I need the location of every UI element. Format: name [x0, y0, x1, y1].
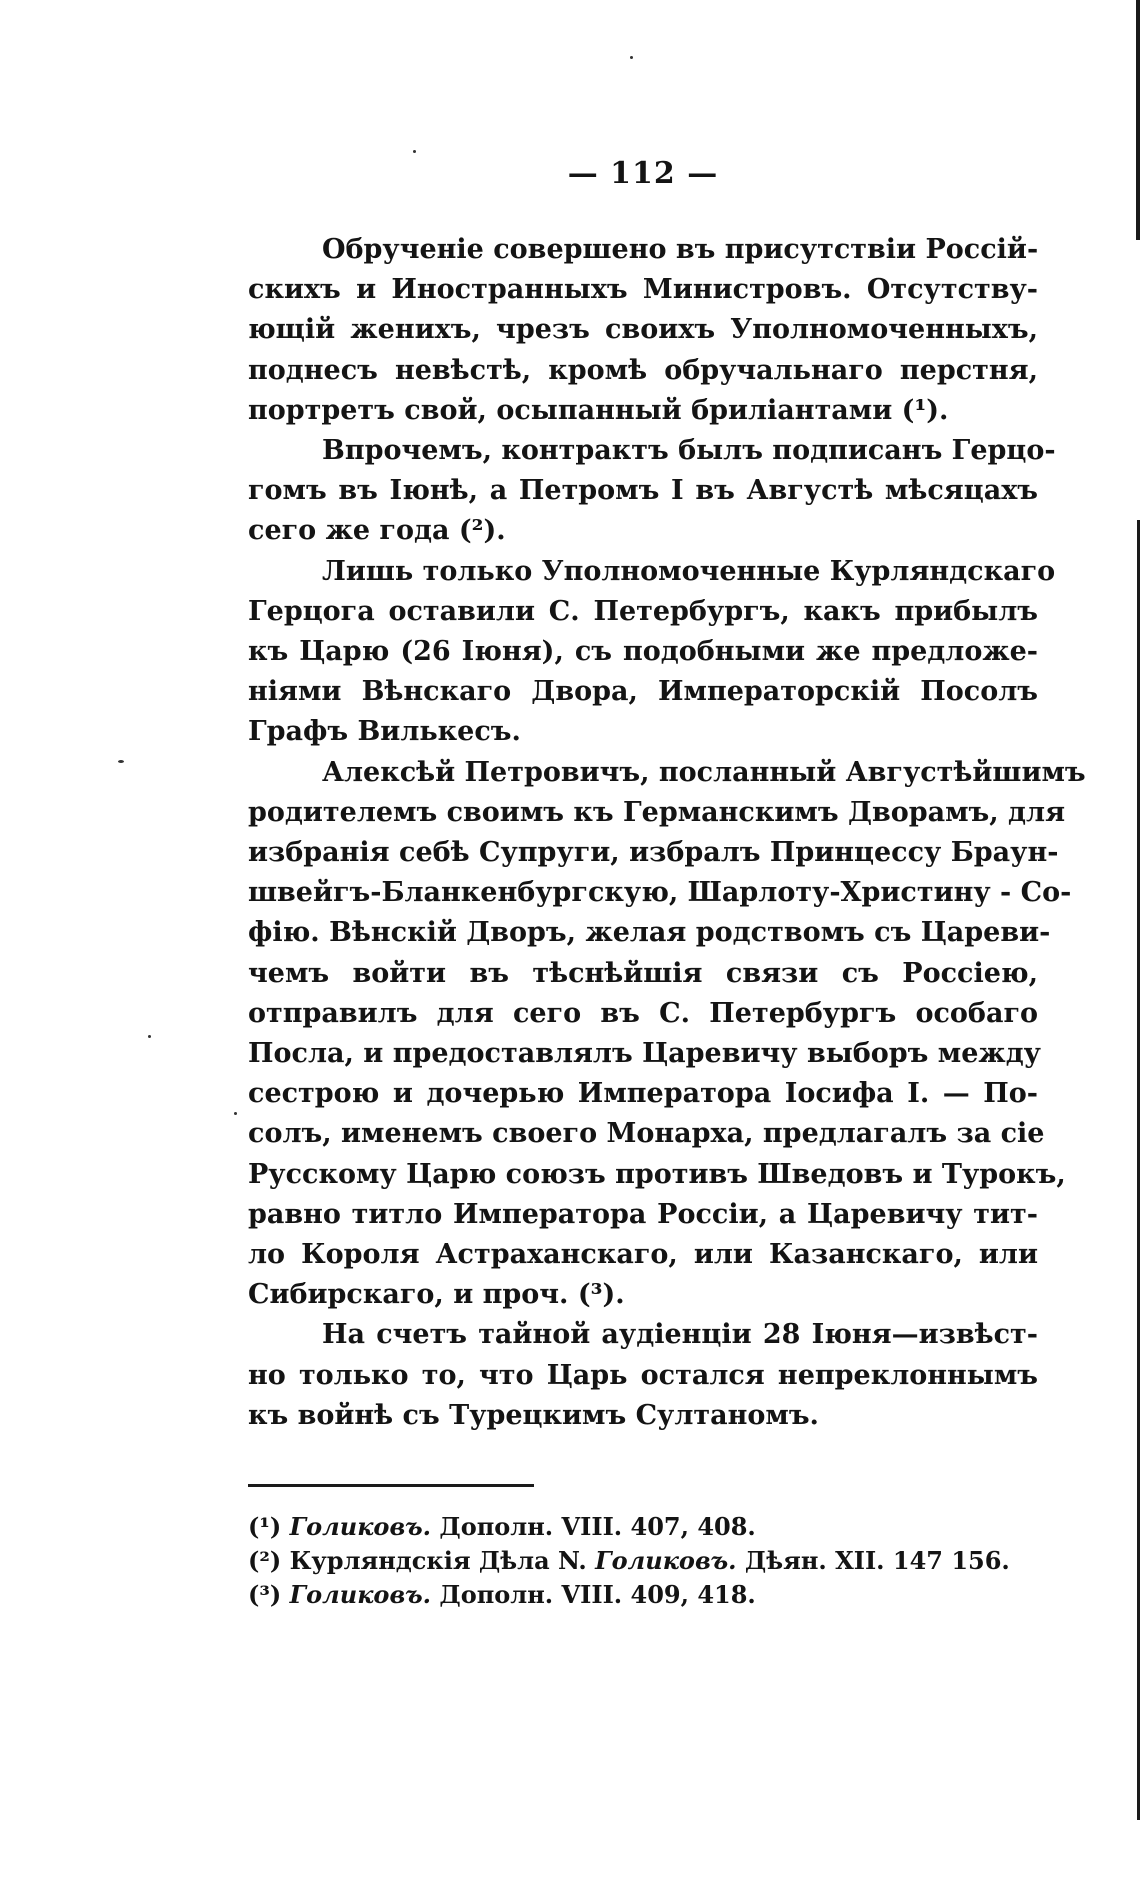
page-number: — 112 — [567, 156, 719, 191]
footnote-author: Голиковъ. [289, 1512, 432, 1541]
page-edge-shadow [1136, 0, 1140, 240]
scan-speck [234, 1112, 237, 1115]
text-line: поднесъ невѣстѣ, кромѣ обручальнаго перстня, [248, 354, 1038, 386]
footnote-mark: (²) [248, 1546, 282, 1575]
text-line: чемъ войти въ тѣснѣйшія связи съ Россіею, [248, 957, 1038, 989]
text-line: Впрочемъ, контрактъ былъ подписанъ Герцо- [322, 435, 1056, 467]
scan-speck [118, 760, 124, 763]
text-line: фію. Вѣнскій Дворъ, желая родствомъ съ Цареви- [248, 917, 1051, 949]
footnote-rest: Дѣян. XII. 147 156. [744, 1546, 1010, 1575]
text-line: къ войнѣ съ Турецкимъ Султаномъ. [248, 1399, 819, 1431]
footnote [248, 1544, 1038, 1578]
footnote-mark: (¹) [248, 1512, 282, 1541]
footnote-rule [248, 1484, 534, 1487]
paragraph [248, 431, 1056, 552]
paragraph [248, 753, 1086, 1316]
footnote-author: Голиковъ. [289, 1580, 432, 1609]
footnote [248, 1510, 1038, 1544]
text-line: сего же года (²). [248, 515, 506, 547]
scan-speck [148, 1035, 151, 1038]
text-line: Посла, и предоставлялъ Царевичу выборъ между [248, 1038, 1041, 1070]
text-line: Русскому Царю союзъ противъ Шведовъ и Турокъ, [248, 1158, 1066, 1190]
text-line: Лишь только Уполномоченные Курляндскаго [322, 555, 1056, 587]
text-line: избранія себѣ Супруги, избралъ Принцессу Браун- [248, 837, 1059, 869]
footnote-mark: (³) [248, 1580, 282, 1609]
text-line: Герцога оставили С. Петербургъ, какъ прибылъ [248, 595, 1038, 627]
text-line: родителемъ своимъ къ Германскимъ Дворамъ, для [248, 796, 1066, 828]
text-line: Графъ Вилькесъ. [248, 716, 521, 748]
text-line: ло Короля Астраханскаго, или Казанскаго, или [248, 1239, 1038, 1271]
text-line: но только то, что Царь остался непреклоннымъ [248, 1359, 1038, 1391]
text-line: ющій женихъ, чрезъ своихъ Уполномоченныхъ, [248, 314, 1038, 346]
text-line: солъ, именемъ своего Монарха, предлагалъ за сіе [248, 1118, 1045, 1150]
text-line: швейгъ-Бланкенбургскую, Шарлоту-Христину - Со- [248, 877, 1072, 909]
paragraph [248, 230, 1038, 431]
text-line: Сибирскаго, и проч. (³). [248, 1279, 625, 1311]
scan-speck [413, 150, 416, 153]
text-line: сестрою и дочерью Императора Іосифа I. — По- [248, 1078, 1038, 1110]
paragraph [248, 1315, 1038, 1436]
text-line: отправилъ для сего въ С. Петербургъ особаго [248, 997, 1038, 1029]
text-line: портретъ свой, осыпанный бриліантами (¹). [248, 394, 949, 426]
text-line: Алексѣй Петровичъ, посланный Августѣйшимъ [322, 756, 1086, 788]
text-line: гомъ въ Іюнѣ, а Петромъ I въ Августѣ мѣсяцахъ [248, 475, 1038, 507]
text-line: къ Царю (26 Іюня), съ подобными же предложе- [248, 636, 1038, 668]
footnote-lead: Курляндскія Дѣла N. [289, 1546, 587, 1575]
text-line: Обрученіе совершено въ присутствіи Россій- [322, 234, 1039, 265]
footnote [248, 1578, 1038, 1612]
scan-speck [630, 56, 633, 59]
footnote-rest: Дополн. VIII. 407, 408. [439, 1512, 756, 1541]
text-line: равно титло Императора Россіи, а Царевичу тит- [248, 1198, 1038, 1230]
text-line: скихъ и Иностранныхъ Министровъ. Отсутству- [248, 274, 1038, 306]
text-line: ніями Вѣнскаго Двора, Императорскій Посолъ [248, 676, 1038, 708]
footnote-author: Голиковъ. [595, 1546, 737, 1575]
footnotes [248, 1510, 1038, 1612]
footnote-rest: Дополн. VIII. 409, 418. [439, 1580, 756, 1609]
paragraph [248, 552, 1056, 753]
body-text [248, 230, 1086, 1436]
text-line: На счетъ тайной аудіенціи 28 Іюня—извѣст- [322, 1319, 1038, 1351]
